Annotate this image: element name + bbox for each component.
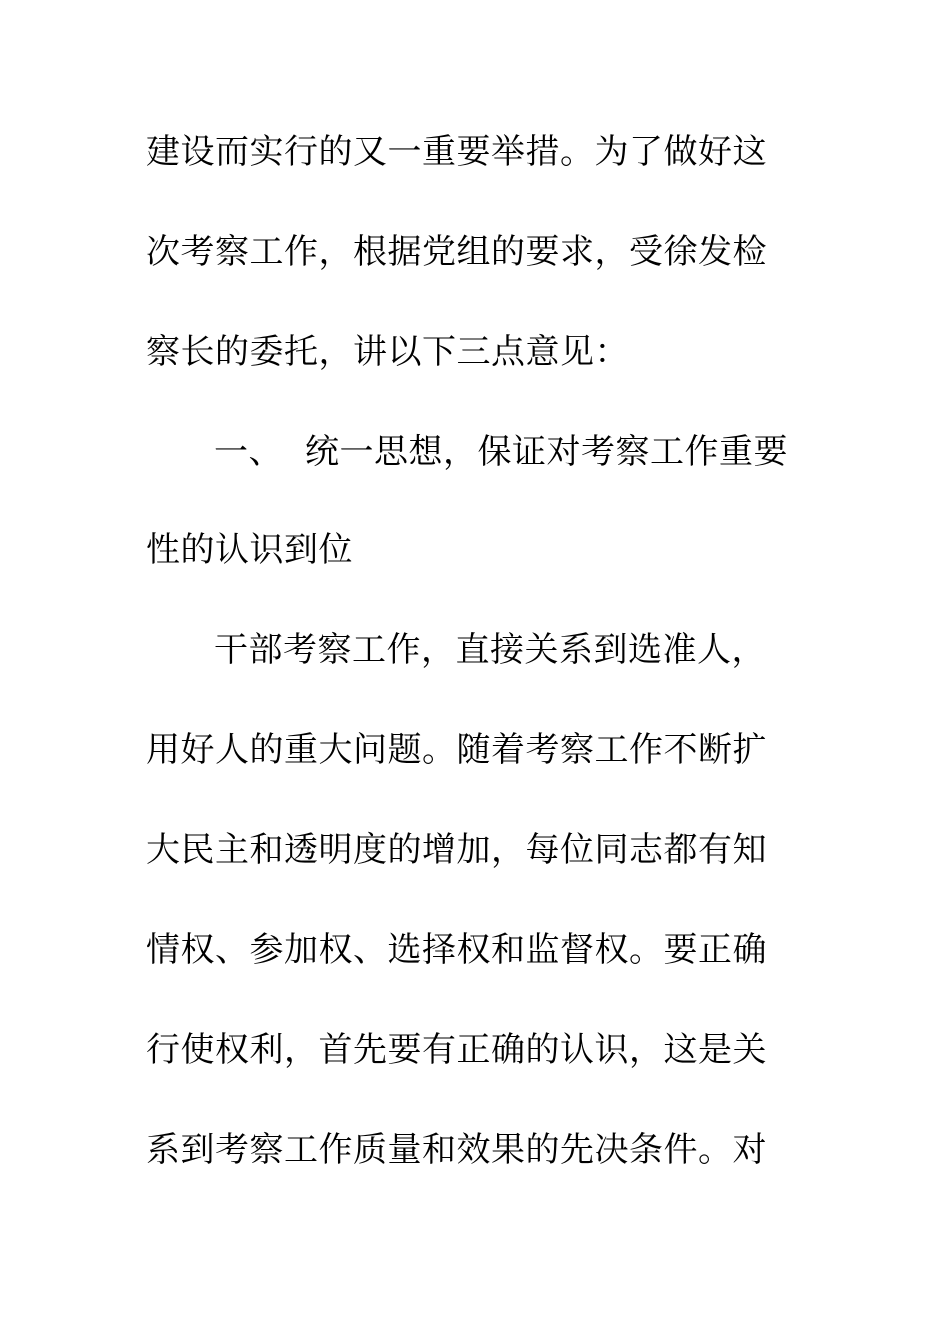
paragraph-line: 情权、参加权、选择权和监督权。要正确 xyxy=(146,930,767,970)
paragraph-line: 建设而实行的又一重要举措。为了做好这 xyxy=(146,132,767,172)
section-heading-continuation: 性的认识到位 xyxy=(146,530,353,570)
paragraph-line: 用好人的重大问题。随着考察工作不断扩 xyxy=(146,730,767,770)
paragraph-first-line: 干部考察工作，直接关系到选准人， xyxy=(214,630,766,670)
section-heading xyxy=(214,432,788,472)
paragraph-line: 察长的委托，讲以下三点意见： xyxy=(146,332,629,372)
paragraph-line: 行使权利，首先要有正确的认识，这是关 xyxy=(146,1030,767,1070)
section-number: 一、 xyxy=(214,432,283,472)
paragraph-line: 系到考察工作质量和效果的先决条件。对 xyxy=(146,1130,767,1170)
section-heading-text: 统一思想，保证对考察工作重要 xyxy=(305,432,788,472)
paragraph-line: 大民主和透明度的增加，每位同志都有知 xyxy=(146,830,767,870)
paragraph-line: 次考察工作，根据党组的要求，受徐发检 xyxy=(146,232,767,272)
